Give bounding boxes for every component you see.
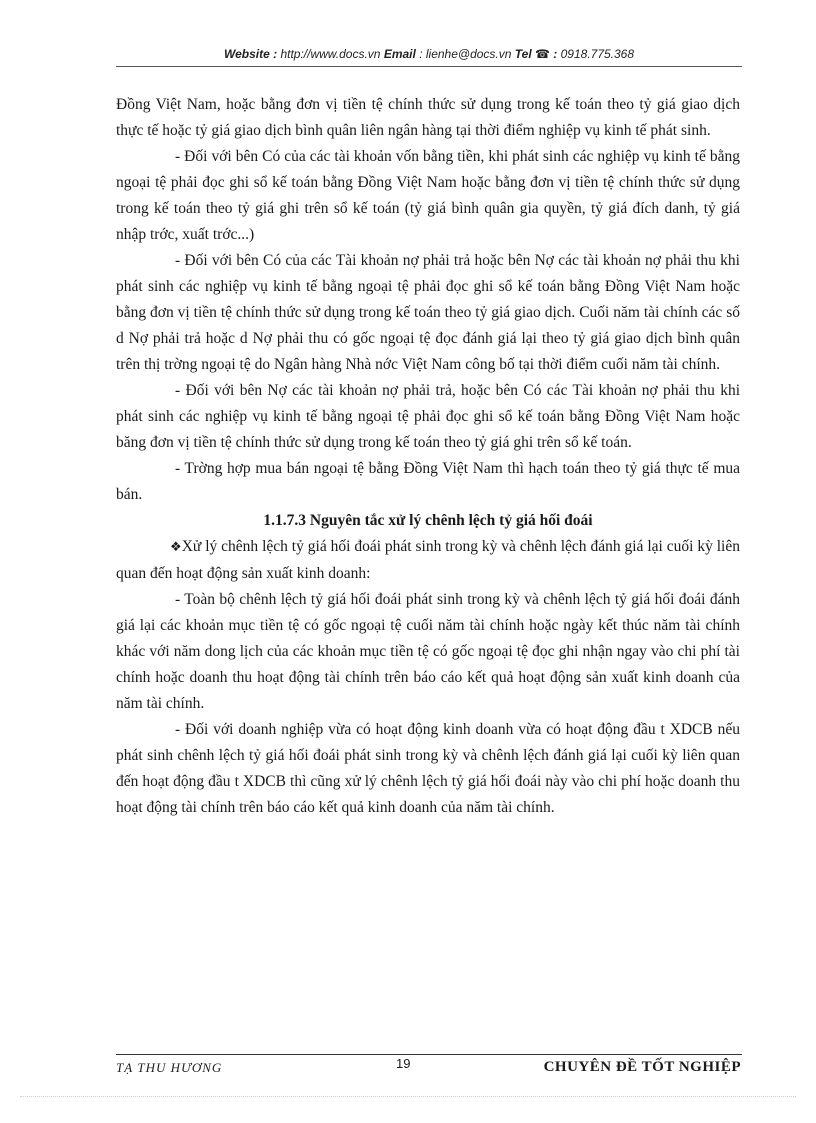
paragraph: - Đối với bên Nợ các tài khoản nợ phải trả, hoặc bên Có các Tài khoản nợ phải thu khi phát sinh các nghiệp vụ kinh tế bằng ngoại tệ phải đọc ghi sổ kế toán bằng Đồng Việt Nam hoặc băng đơn vị tiền tệ chính thức sử dụng trong kế toán theo tỷ giá ghi trên sổ kế toán.: [116, 382, 740, 451]
page-number: 19: [396, 1056, 411, 1071]
page-header: [116, 47, 742, 61]
paragraph: - Trờng hợp mua bán ngoại tệ bằng Đồng Việt Nam thì hạch toán theo tỷ giá thực tế mua bán.: [116, 460, 740, 503]
email-value[interactable]: : lienhe@docs.vn: [419, 47, 512, 61]
page-edge: [20, 1096, 796, 1097]
tel-label: Tel ☎ :: [514, 47, 558, 61]
tel-value: 0918.775.368: [560, 47, 635, 61]
footer-author: TẠ THU HƯƠNG: [116, 1060, 223, 1075]
paragraph: Đồng Việt Nam, hoặc bằng đơn vị tiền tệ chính thức sử dụng trong kế toán theo tỷ giá giao dịch thực tế hoặc tỷ giá giao dịch bình quân liên ngân hàng tại thời điểm nghiệp vụ kinh tế phát sinh.: [116, 96, 740, 139]
document-body: [116, 92, 740, 821]
email-label: Email: [383, 47, 416, 61]
header-divider: [116, 66, 742, 67]
website-label: Website :: [223, 47, 278, 61]
diamond-bullet-icon: ❖: [170, 540, 182, 555]
footer-title: CHUYÊN ĐỀ TỐT NGHIỆP: [543, 1059, 741, 1075]
paragraph: - Đối với doanh nghiệp vừa có hoạt động kinh doanh vừa có hoạt động đầu t XDCB nếu phát sinh chênh lệch tỷ giá hối đoái phát sinh trong kỳ và chênh lệch đánh giá lại cuối kỳ liên quan đến hoạt động đầu t XDCB thì cũng xử lý chênh lệch tỷ giá hối đoái này vào chi phí hoặc doanh thu hoạt động tài chính trên báo cáo kết quả kinh doanh của năm tài chính.: [116, 721, 740, 816]
paragraph: - Đối với bên Có của các tài khoản vốn bằng tiền, khi phát sinh các nghiệp vụ kinh tế bằng ngoại tệ phải đọc ghi sổ kế toán bằng Đồng Việt Nam hoặc bằng đơn vị tiền tệ chính thức sử dụng trong kế toán theo tỷ giá ghi trên sổ kế toán (tỷ giá bình quân gia quyền, tỷ giá đích danh, tỷ giá nhập trớc, xuất trớc...): [116, 148, 740, 243]
bullet-paragraph: [116, 534, 740, 587]
website-value[interactable]: http://www.docs.vn: [280, 47, 381, 61]
paragraph: - Đối với bên Có của các Tài khoản nợ phải trả hoặc bên Nợ các tài khoản nợ phải thu khi phát sinh các nghiệp vụ kinh tế bằng ngoại tệ phải đọc ghi sổ kế toán bằng Đồng Việt Nam hoặc bằng đơn vị tiền tệ chính thức sử dụng trong kế toán theo tỷ giá giao dịch. Cuối năm tài chính các số d Nợ phải trả hoặc d Nợ phải thu có gốc ngoại tệ đọc đánh giá lại theo tỷ giá giao dịch bình quân trên thị trờng ngoại tệ do Ngân hàng Nhà nớc Việt Nam công bố tại thời điểm cuối năm tài chính.: [116, 252, 740, 373]
bullet-text: Xử lý chênh lệch tỷ giá hối đoái phát sinh trong kỳ và chênh lệch đánh giá lại cuối kỳ liên quan đến hoạt động sản xuất kinh doanh:: [116, 538, 740, 582]
paragraph: - Toàn bộ chênh lệch tỷ giá hối đoái phát sinh trong kỳ và chênh lệch tỷ giá hối đoái đánh giá lại các khoản mục tiền tệ có gốc ngoại tệ cuối năm tài chính hoặc ngày kết thúc năm tài chính khác với năm dong lịch của các khoản mục tiền tệ có gốc ngoại tệ đọc ghi nhận ngay vào chi phí tài chính hoặc doanh thu hoạt động tài chính trên báo cáo kết quả hoạt động sản xuất kinh doanh của năm tài chính.: [116, 591, 740, 712]
footer-divider: [116, 1054, 742, 1055]
section-heading: 1.1.7.3 Nguyên tắc xử lý chênh lệch tỷ giá hối đoái: [263, 512, 593, 529]
